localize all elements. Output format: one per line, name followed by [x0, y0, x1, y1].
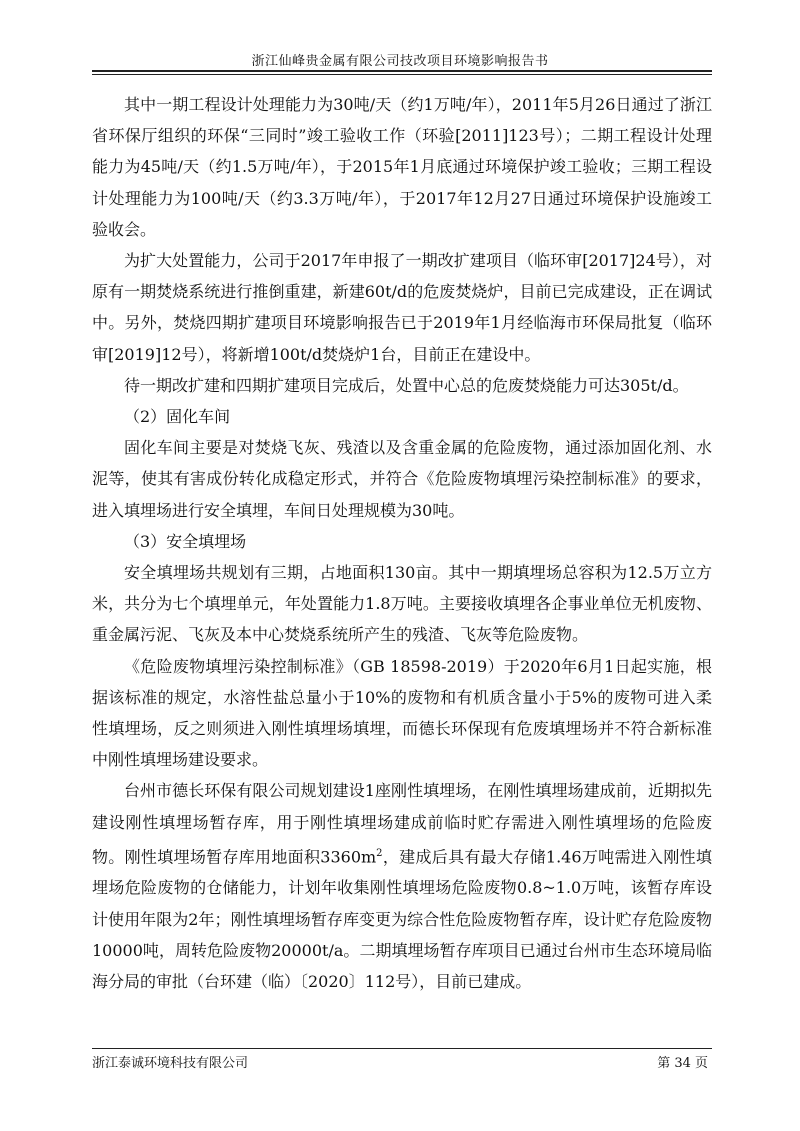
paragraph-phase-capacity: 其中一期工程设计处理能力为30吨/天（约1万吨/年），2011年5月26日通过了浙江省环保厅组织的环保“三同时”竣工验收工作（环验[2011]123号）；二期工程设计处理能力为45吨/天（约1.5万吨/年），于2015年1月底通过环境保护竣工验收；三期工程设计处理能力为100吨/天（约3.3万吨/年），于2017年12月27日通过环境保护设施竣工验收会。	[92, 95, 712, 239]
paragraph-rigid-landfill-part1: 台州市德长环保有限公司规划建设1座刚性填埋场，在刚性填埋场建成前，近期拟先建设刚性填埋场暂存库，用于刚性填埋场建成前临时贮存需进入刚性填埋场的危险废物。刚性填埋场暂存库用地面积3360m	[92, 781, 712, 867]
section-heading-solidification: （2）固化车间	[124, 407, 231, 427]
footer-rule	[92, 1048, 712, 1049]
paragraph-rigid-landfill-part2: ，建成后具有最大存储1.46万吨需进入刚性填埋场危险废物的仓储能力，计划年收集刚性填埋场危险废物0.8~1.0万吨，该暂存库设计使用年限为2年；刚性填埋场暂存库变更为综合性危险废物暂存库，设计贮存危险废物10000吨，周转危险废物20000t/a。二期填埋场暂存库项目已通过台州市生态环境局临海分局的审批（台环建（临）〔2020〕112号），目前已建成。	[92, 847, 712, 992]
footer-page-number: 第 34 页	[657, 1056, 708, 1071]
header-rule-thick	[92, 70, 712, 72]
paragraph-rigid-landfill	[92, 775, 712, 997]
header-rule-thin	[92, 74, 712, 75]
paragraph-standard: 《危险废物填埋污染控制标准》（GB 18598-2019）于2020年6月1日起实施，根据该标准的规定，水溶性盐总量小于10%的废物和有机质含量小于5%的废物可进入柔性填埋场，反之则须进入刚性填埋场填埋，而德长环保现有危废填埋场并不符合新标准中刚性填埋场建设要求。	[92, 656, 712, 770]
section-heading-landfill: （3）安全填埋场	[124, 531, 247, 551]
paragraph-expansion: 为扩大处置能力，公司于2017年申报了一期改扩建项目（临环审[2017]24号），对原有一期焚烧系统进行推倒重建，新建60t/d的危废焚烧炉，目前已完成建设，正在调试中。另外，焚烧四期扩建项目环境影响报告已于2019年1月经临海市环保局批复（临环审[2019]12号），将新增100t/d焚烧炉1台，目前正在建设中。	[92, 251, 712, 364]
superscript-2: 2	[376, 847, 383, 859]
footer-company: 浙江泰诚环境科技有限公司	[92, 1056, 249, 1071]
paragraph-solidification: 固化车间主要是对焚烧飞灰、残渣以及含重金属的危险废物，通过添加固化剂、水泥等，使其有害成份转化成稳定形式，并符合《危险废物填埋污染控制标准》的要求，进入填埋场进行安全填埋，车间日处理规模为30吨。	[92, 438, 712, 520]
running-header: 浙江仙峰贵金属有限公司技改项目环境影响报告书	[251, 54, 549, 69]
paragraph-total-capacity: 待一期改扩建和四期扩建项目完成后，处置中心总的危废焚烧能力可达305t/d。	[124, 375, 689, 395]
page-body	[92, 89, 712, 997]
paragraph-landfill: 安全填埋场共规划有三期，占地面积130亩。其中一期填埋场总容积为12.5万立方米，共分为七个填埋单元，年处置能力1.8万吨。主要接收填埋各企事业单位无机废物、重金属污泥、飞灰及本中心焚烧系统所产生的残渣、飞灰等危险废物。	[92, 563, 712, 645]
